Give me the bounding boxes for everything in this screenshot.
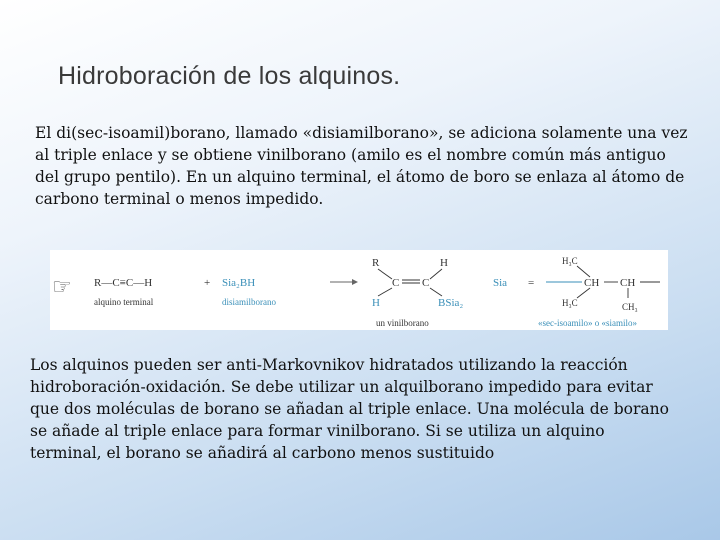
bond-c-b [430,288,442,296]
reaction-scheme [50,250,668,330]
product-c1: C [392,277,400,289]
pointing-hand-icon: ☞ [52,275,72,300]
reagent-formula: Sia₂BH [222,277,256,289]
plus-sign: + [204,277,211,289]
bond-c-h [430,269,442,279]
sia-ch3: CH₃ [622,302,638,312]
reaction-figure [50,250,668,330]
bond-ch3-bottom [577,288,590,298]
reagent-label: disiamilborano [222,297,276,307]
product-bsia: BSia₂ [438,297,464,309]
sia-name: «sec-isoamilo» o «siamilo» [538,318,637,328]
sia-label: Sia [493,277,508,289]
product-label: un vinilborano [376,318,429,328]
product-r: R [372,257,380,269]
paragraph-anti-markovnikov: Los alquinos pueden ser anti-Markovnikov hidratados utilizando la reacción hidroboración-oxidación. Se debe utilizar un alquilborano impedido para evitar que dos moléculas de borano se añadan al triple enlace. Una molécula de borano se añade al triple enlace para formar vinilborano. Si se utiliza un alquino terminal, el borano se añadirá al carbono menos sustituido [30,356,669,462]
equals-sign: = [528,277,535,289]
slide-title: Hidroboración de los alquinos. [58,62,401,90]
alkyne-label: alquino terminal [94,297,154,307]
alkyne-formula: R—C≡C—H [94,277,153,289]
sia-h3c-top: H₃C [562,256,578,266]
product-c2: C [422,277,430,289]
product-h-bottom: H [372,297,380,309]
bond-c-h-bottom [378,288,392,296]
sia-h3c-bottom: H₃C [562,298,578,308]
reaction-arrow [330,279,358,285]
product-h-top: H [440,257,448,269]
paragraph-disiamilborane: El di(sec-isoamil)borano, llamado «disiamilborano», se adiciona solamente una vez al triple enlace y se obtiene vinilborano (amilo es el nombre común más antiguo del grupo pentilo). En un alquino terminal, el átomo de boro se enlaza al átomo de carbono terminal o menos impedido. [35,124,688,208]
bond-ch3-top [577,266,590,277]
sia-ch: CH [584,277,600,289]
sia-ch2: CH [620,277,636,289]
bond-r-c [378,269,392,279]
